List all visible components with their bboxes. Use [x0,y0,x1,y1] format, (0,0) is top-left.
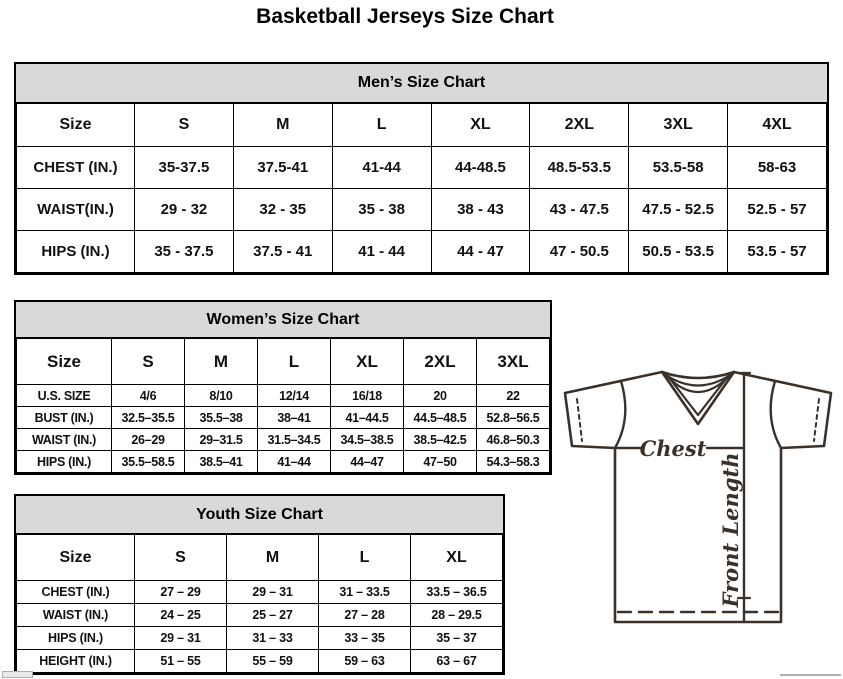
size-value-cell: 27 – 28 [319,604,411,627]
size-value-cell: 29–31.5 [185,429,258,451]
size-value-cell: 31 – 33.5 [319,581,411,604]
size-value-cell: 38–41 [258,407,331,429]
chest-label: Chest [639,436,707,461]
size-value-cell: 44-48.5 [431,147,530,189]
youth-size-chart [14,494,505,675]
size-value-cell: 44–47 [331,451,404,473]
jersey-outline [565,372,831,622]
size-value-cell: 44.5–48.5 [404,407,477,429]
size-value-cell: 29 – 31 [135,627,227,650]
size-value-cell: 54.3–58.3 [477,451,550,473]
size-value-cell: 16/18 [331,385,404,407]
size-value-cell: 22 [477,385,550,407]
row-label: WAIST(IN.) [17,189,135,231]
size-value-cell: 12/14 [258,385,331,407]
column-header: L [332,104,431,147]
size-value-cell: 31 – 33 [227,627,319,650]
row-label: HIPS (IN.) [17,627,135,650]
jersey-measurement-diagram [555,360,843,679]
size-value-cell: 43 - 47.5 [530,189,629,231]
column-header: M [227,535,319,581]
size-value-cell: 29 – 31 [227,581,319,604]
column-header: Size [17,104,135,147]
size-value-cell: 27 – 29 [135,581,227,604]
size-value-cell: 28 – 29.5 [411,604,503,627]
size-value-cell: 4/6 [112,385,185,407]
column-header: Size [17,339,112,385]
size-value-cell: 35 - 38 [332,189,431,231]
size-value-cell: 52.5 - 57 [728,189,827,231]
youth-size-table [16,534,503,673]
row-label: CHEST (IN.) [17,147,135,189]
column-header: S [135,535,227,581]
size-value-cell: 44 - 47 [431,231,530,273]
size-value-cell: 58-63 [728,147,827,189]
youth-size-chart-title: Youth Size Chart [16,496,503,534]
table-row [17,385,550,407]
horizontal-scrollbar-track-fragment [780,674,841,676]
size-value-cell: 35.5–38 [185,407,258,429]
size-value-cell: 41-44 [332,147,431,189]
size-value-cell: 33.5 – 36.5 [411,581,503,604]
table-row [17,581,503,604]
size-value-cell: 63 – 67 [411,650,503,673]
row-label: HIPS (IN.) [17,231,135,273]
column-header: Size [17,535,135,581]
size-value-cell: 32 - 35 [233,189,332,231]
column-header: S [135,104,234,147]
size-value-cell: 24 – 25 [135,604,227,627]
size-value-cell: 48.5-53.5 [530,147,629,189]
row-label: WAIST (IN.) [17,429,112,451]
size-value-cell: 31.5–34.5 [258,429,331,451]
column-header: M [233,104,332,147]
size-value-cell: 35.5–58.5 [112,451,185,473]
table-row [17,189,827,231]
column-header: XL [431,104,530,147]
size-value-cell: 20 [404,385,477,407]
table-row [17,147,827,189]
column-header: 3XL [629,104,728,147]
mens-size-chart-title: Men’s Size Chart [16,64,827,103]
womens-size-table [16,338,550,473]
size-value-cell: 38 - 43 [431,189,530,231]
mens-size-chart [14,62,829,275]
column-header: 2XL [530,104,629,147]
row-label: U.S. SIZE [17,385,112,407]
page-title: Basketball Jerseys Size Chart [256,5,554,28]
mens-size-table [16,103,827,273]
size-value-cell: 38.5–42.5 [404,429,477,451]
row-label: HIPS (IN.) [17,451,112,473]
row-label: WAIST (IN.) [17,604,135,627]
row-label: HEIGHT (IN.) [17,650,135,673]
header-row [17,339,550,385]
row-label: CHEST (IN.) [17,581,135,604]
table-row [17,650,503,673]
size-value-cell: 53.5-58 [629,147,728,189]
size-value-cell: 35 - 37.5 [135,231,234,273]
womens-size-chart [14,300,552,475]
size-value-cell: 47.5 - 52.5 [629,189,728,231]
size-value-cell: 33 – 35 [319,627,411,650]
size-value-cell: 50.5 - 53.5 [629,231,728,273]
womens-size-chart-title: Women’s Size Chart [16,302,550,338]
header-row [17,104,827,147]
column-header: XL [411,535,503,581]
size-value-cell: 47 - 50.5 [530,231,629,273]
size-value-cell: 35-37.5 [135,147,234,189]
size-value-cell: 25 – 27 [227,604,319,627]
size-value-cell: 29 - 32 [135,189,234,231]
table-row [17,451,550,473]
column-header: S [112,339,185,385]
size-value-cell: 35 – 37 [411,627,503,650]
size-value-cell: 26–29 [112,429,185,451]
size-value-cell: 55 – 59 [227,650,319,673]
table-row [17,604,503,627]
size-value-cell: 47–50 [404,451,477,473]
column-header: XL [331,339,404,385]
size-value-cell: 41 - 44 [332,231,431,273]
size-value-cell: 34.5–38.5 [331,429,404,451]
table-row [17,429,550,451]
column-header: 3XL [477,339,550,385]
size-value-cell: 53.5 - 57 [728,231,827,273]
size-value-cell: 8/10 [185,385,258,407]
horizontal-scrollbar-thumb[interactable] [2,671,33,678]
table-row [17,627,503,650]
table-row [17,407,550,429]
table-row [17,231,827,273]
row-label: BUST (IN.) [17,407,112,429]
size-value-cell: 46.8–50.3 [477,429,550,451]
size-value-cell: 51 – 55 [135,650,227,673]
size-value-cell: 32.5–35.5 [112,407,185,429]
size-value-cell: 59 – 63 [319,650,411,673]
size-value-cell: 37.5 - 41 [233,231,332,273]
column-header: L [319,535,411,581]
size-value-cell: 41–44 [258,451,331,473]
size-value-cell: 41–44.5 [331,407,404,429]
header-row [17,535,503,581]
size-value-cell: 52.8–56.5 [477,407,550,429]
column-header: M [185,339,258,385]
column-header: 4XL [728,104,827,147]
size-value-cell: 37.5-41 [233,147,332,189]
size-value-cell: 38.5–41 [185,451,258,473]
column-header: 2XL [404,339,477,385]
column-header: L [258,339,331,385]
front-length-label: Front Length [718,452,743,608]
